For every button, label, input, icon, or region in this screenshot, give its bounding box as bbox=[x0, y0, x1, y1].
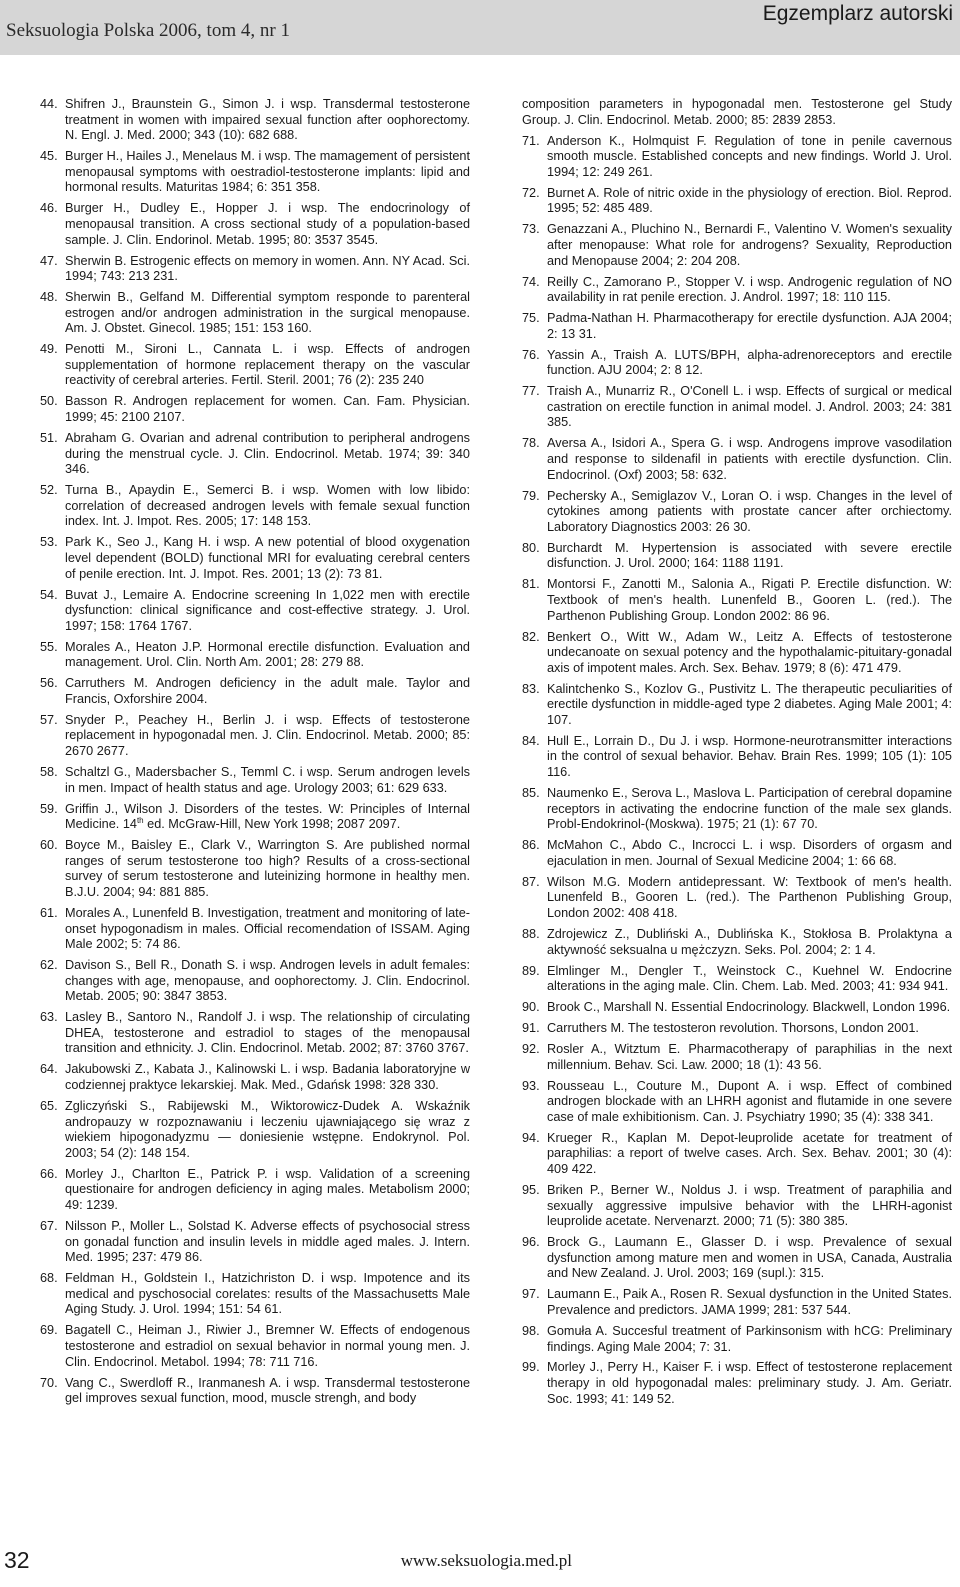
reference-text: Jakubowski Z., Kabata J., Kalinowski L. i wsp. Badania laboratoryjne w codziennej praktyce lekarskiej. Mak. Med., Gdańsk 1998: 328 330. bbox=[65, 1062, 470, 1093]
reference-item bbox=[40, 588, 470, 635]
reference-item bbox=[522, 1324, 952, 1355]
reference-number: 67. bbox=[40, 1218, 58, 1233]
reference-number: 44. bbox=[40, 97, 58, 111]
reference-number: 55. bbox=[40, 639, 58, 654]
reference-number: 50. bbox=[40, 394, 58, 409]
reference-text: Buvat J., Lemaire A. Endocrine screening In 1,022 men with erectile dysfunction: clinical significance and cost-effective strategy. J. Urol. 1997; 158: 1764 1767. bbox=[65, 587, 470, 633]
reference-text: Burnet A. Role of nitric oxide in the physiology of erection. Biol. Reprod. 1995; 52: 485 489. bbox=[547, 185, 952, 216]
reference-item bbox=[522, 1042, 952, 1073]
reference-text: Feldman H., Goldstein I., Hatzichriston D. i wsp. Impotence and its medical and pyschosocial corelates: results of the Massachusetts Male Aging Study. J. Urol. 1994; 151: 54 61. bbox=[65, 1271, 470, 1317]
reference-text: Laumann E., Paik A., Rosen R. Sexual dysfunction in the United States. Prevalence and predictors. JAMA 1999; 281: 537 544. bbox=[547, 1287, 952, 1317]
reference-item bbox=[522, 186, 952, 217]
reference-item bbox=[40, 342, 470, 389]
reference-item bbox=[522, 436, 952, 483]
reference-number: 63. bbox=[40, 1010, 58, 1025]
reference-text: Kalintchenko S., Kozlov G., Pustivitz L. The therapeutic peculiarities of erectile dysfunction in middle-aged type 2 diabetes. Aging Male 2001; 4: 107. bbox=[547, 681, 952, 727]
reference-number: 66. bbox=[40, 1166, 58, 1181]
reference-number: 47. bbox=[40, 253, 58, 268]
reference-number: 90. bbox=[522, 1000, 540, 1015]
reference-text: Pechersky A., Semiglazov V., Loran O. i wsp. Changes in the level of cytokines among patients with prostate cancer after orchiectomy. Laboratory Diagnostics 2003: 26 30. bbox=[547, 488, 952, 534]
reference-item bbox=[522, 311, 952, 342]
reference-number: 69. bbox=[40, 1323, 58, 1338]
reference-item bbox=[40, 254, 470, 285]
reference-item bbox=[40, 906, 470, 953]
reference-item bbox=[40, 676, 470, 707]
reference-item bbox=[40, 1323, 470, 1370]
reference-text: Sherwin B., Gelfand M. Differential symptom responde to parenteral estrogen and/or androgen administration in the surgical menopause. Am. J. Obstet. Ginecol. 1985; 151: 153 160. bbox=[65, 290, 470, 336]
reference-item bbox=[40, 958, 470, 1005]
reference-item bbox=[522, 222, 952, 269]
reference-item bbox=[40, 1271, 470, 1318]
reference-item bbox=[522, 97, 952, 128]
reference-number: 53. bbox=[40, 535, 58, 550]
reference-item bbox=[40, 1099, 470, 1161]
reference-text: Basson R. Androgen replacement for women. Can. Fam. Physician. 1999; 45: 2100 2107. bbox=[65, 394, 470, 425]
reference-text: Zdrojewicz Z., Dubliński A., Dublińska K., Stokłosa B. Prolaktyna a aktywność seksualna u mężczyzn. Seks. Pol. 2004; 2: 1 4. bbox=[547, 926, 952, 957]
reference-item bbox=[40, 1219, 470, 1266]
reference-text: Krueger R., Kaplan M. Depot-leuprolide acetate for treatment of paraphilias: a report of twelve cases. Arch. Sex. Behav. 2001; 30 (4): 409 422. bbox=[547, 1130, 952, 1176]
reference-text: Boyce M., Baisley E., Clark V., Warrington S. Are published normal ranges of serum testosterone too high? Results of a cross-sectional survey of serum testosterone and luteinizing hormone in healthy men. B.J.U. 2004; 94: 881 885. bbox=[65, 838, 470, 899]
reference-text: Snyder P., Peachey H., Berlin J. i wsp. Effects of testosterone replacement in hypogonadal men. J. Clin. Endocrinol. Metab. 2000; 85: 2670 2677. bbox=[65, 712, 470, 759]
reference-text: Aversa A., Isidori A., Spera G. i wsp. Androgens improve vasodilation and response to sildenafil in patients with erectile dysfunction. Clin. Endocrinol. (Oxf) 2003; 58: 632. bbox=[547, 436, 952, 482]
reference-text: Davison S., Bell R., Donath S. i wsp. Androgen levels in adult females: changes with age, menopause, and oophorectomy. J. Clin. Endocrinol. Metab. 2005; 90: 3847 3853. bbox=[65, 958, 470, 1004]
reference-number: 73. bbox=[522, 222, 540, 237]
footer-url[interactable]: www.seksuologia.med.pl bbox=[400, 1551, 572, 1570]
reference-number: 57. bbox=[40, 712, 58, 727]
reference-text: Naumenko E., Serova L., Maslova L. Participation of cerebral dopamine receptors in activating the endocrine function of the male sex glands. Probl-Endokrinol-(Moskwa). 1975; 21 (1): 67 70. bbox=[547, 786, 952, 832]
reference-number: 91. bbox=[522, 1021, 540, 1036]
reference-number: 86. bbox=[522, 838, 540, 853]
reference-text: Hull E., Lorrain D., Du J. i wsp. Hormone-neurotransmitter interactions in the control of sexual behavior. Behav. Brain Res. 1999; 105 (1): 105 116. bbox=[547, 733, 952, 780]
reference-item bbox=[40, 201, 470, 248]
reference-item bbox=[40, 838, 470, 900]
reference-text: Lasley B., Santoro N., Randolf J. i wsp. The relationship of circulating DHEA, testosterone and estradiol to stages of the menopausal transition and ethnicity. J. Clin. Endocrinol. Metab. 2002; 87: 3760 3767. bbox=[65, 1010, 470, 1056]
reference-text: Abraham G. Ovarian and adrenal contribution to peripheral androgens during the menstrual cycle. J. Clin. Endocrinol. Metab. 1974; 39: 340 346. bbox=[65, 431, 470, 477]
reference-number: 94. bbox=[522, 1130, 540, 1145]
reference-text: Brook C., Marshall N. Essential Endocrinology. Blackwell, London 1996. bbox=[547, 1000, 951, 1015]
reference-text: Montorsi F., Zanotti M., Salonia A., Rigati P. Erectile disfunction. W: Textbook of men's health. Lunenfeld B., Gooren L. (red.). The Parthenon Publishing Group. London 2002: 86 96. bbox=[547, 577, 952, 623]
reference-item bbox=[522, 734, 952, 781]
reference-item bbox=[40, 535, 470, 582]
reference-text: Burger H., Hailes J., Menelaus M. i wsp. The mamagement of persistent menopausal symptoms with oestradiol-testosterone implants: lipid and hormonal results. Maturitas 1984; 6: 351 358. bbox=[65, 149, 470, 195]
reference-item bbox=[40, 1062, 470, 1093]
reference-number: 88. bbox=[522, 926, 540, 941]
reference-text: Elmlinger M., Dengler T., Weinstock C., Kuehnel W. Endocrine alterations in the aging male. Clin. Chem. Lab. Med. 2003; 41: 934 941. bbox=[547, 963, 952, 994]
reference-text: Carruthers M. The testosteron revolution. Thorsons, London 2001. bbox=[547, 1021, 919, 1036]
reference-number: 98. bbox=[522, 1323, 540, 1338]
reference-text: Gomuła A. Succesful treatment of Parkinsonism with hCG: Preliminary findings. Aging Male 2004; 7: 31. bbox=[547, 1323, 952, 1354]
reference-number: 68. bbox=[40, 1271, 58, 1286]
reference-number: 95. bbox=[522, 1182, 540, 1197]
reference-text: Reilly C., Zamorano P., Stopper V. i wsp. Androgenic regulation of NO availability in rat penile erection. J. Androl. 1997; 18: 110 115. bbox=[547, 274, 952, 305]
reference-item bbox=[522, 134, 952, 181]
reference-number: 82. bbox=[522, 629, 540, 644]
reference-item bbox=[522, 1360, 952, 1407]
reference-number: 76. bbox=[522, 347, 540, 362]
reference-number: 85. bbox=[522, 786, 540, 801]
reference-item bbox=[522, 875, 952, 922]
reference-text: Carruthers M. Androgen deficiency in the adult male. Taylor and Francis, Oxforshire 2004. bbox=[65, 676, 470, 706]
reference-text: Brock G., Laumann E., Glasser D. i wsp. Prevalence of sexual dysfunction among mature men and women in USA, Canada, Australia and New Zealand. J. Urol. 2003; 169 (supl.): 315. bbox=[547, 1235, 952, 1281]
reference-item bbox=[522, 577, 952, 624]
reference-text: Morales A., Heaton J.P. Hormonal erectile disfunction. Evaluation and management. Urol. Clin. North Am. 2001; 28: 279 88. bbox=[65, 639, 470, 670]
reference-number: 70. bbox=[40, 1375, 58, 1390]
reference-item bbox=[522, 1131, 952, 1178]
reference-text: Wilson M.G. Modern antidepressant. W: Textbook of men's health. Lunenfeld B., Gooren L. (red.). The Parthenon Publishing Group, London 2002: 408 418. bbox=[547, 874, 952, 920]
reference-number: 71. bbox=[522, 133, 540, 148]
reference-number: 60. bbox=[40, 838, 58, 853]
reference-item bbox=[522, 927, 952, 958]
reference-item bbox=[522, 1287, 952, 1318]
reference-item bbox=[40, 640, 470, 671]
reference-number: 81. bbox=[522, 577, 540, 592]
reference-text: Turna B., Apaydin E., Semerci B. i wsp. Women with low libido: correlation of decreased androgen levels with female sexual function index. Int. J. Impot. Res. 2005; 17: 148 153. bbox=[65, 483, 470, 529]
reference-text: Nilsson P., Moller L., Solstad K. Adverse effects of psychosocial stress on gonadal function and insulin levels in middle aged males. J. Intern. Med. 1995; 237: 479 86. bbox=[65, 1218, 470, 1265]
reference-text: Morley J., Perry H., Kaiser F. i wsp. Effect of testosterone replacement therapy in old hypogonadal males: preliminary study. J. Am. Geriatr. Soc. 1993; 41: 149 52. bbox=[547, 1360, 952, 1406]
reference-number: 92. bbox=[522, 1042, 540, 1057]
reference-text: Park K., Seo J., Kang H. i wsp. A new potential of blood oxygenation level dependent (BOLD) functional MRI for evaluating cerebral centers of penile erection. Int. J. Impot. Res. 2001; 13 (2): 73 81. bbox=[65, 535, 470, 581]
page-number: 32 bbox=[4, 1547, 30, 1573]
header-bar bbox=[0, 0, 960, 55]
reference-number: 78. bbox=[522, 436, 540, 451]
reference-number: 48. bbox=[40, 290, 58, 305]
reference-number: 93. bbox=[522, 1078, 540, 1093]
reference-item bbox=[522, 489, 952, 536]
reference-item bbox=[40, 1167, 470, 1214]
reference-item bbox=[522, 1021, 952, 1037]
reference-item bbox=[40, 149, 470, 196]
reference-text: Vang C., Swerdloff R., Iranmanesh A. i wsp. Transdermal testosterone gel improves sexual function, mood, muscle strengh, and body bbox=[65, 1375, 470, 1406]
reference-text: Burchardt M. Hypertension is associated with severe erectile disfunction. J. Urol. 2000; 164: 1188 1191. bbox=[547, 540, 952, 571]
reference-item bbox=[522, 348, 952, 379]
reference-item bbox=[522, 1000, 952, 1016]
reference-number: 61. bbox=[40, 905, 58, 920]
reference-text: Penotti M., Sironi L., Cannata L. i wsp. Effects of androgen supplementation of hormone replacement therapy on the vascular reactivity of cerebral arteries. Fertil. Steril. 2001; 76 (2): 235 240 bbox=[65, 342, 470, 388]
reference-number: 79. bbox=[522, 488, 540, 503]
reference-number: 65. bbox=[40, 1099, 58, 1114]
reference-number: 58. bbox=[40, 765, 58, 780]
reference-text: Schaltzl G., Madersbacher S., Temml C. i wsp. Serum androgen levels in men. Impact of health status and age. Urology 2003; 61: 629 633. bbox=[65, 765, 470, 795]
reference-number: 62. bbox=[40, 958, 58, 973]
reference-number: 72. bbox=[522, 185, 540, 200]
reference-item bbox=[40, 97, 470, 144]
reference-number: 80. bbox=[522, 540, 540, 555]
reference-number: 59. bbox=[40, 801, 58, 816]
superscript: th bbox=[136, 815, 144, 825]
reference-item bbox=[522, 964, 952, 995]
reference-item bbox=[522, 384, 952, 431]
reference-item bbox=[522, 275, 952, 306]
reference-text: Morley J., Charlton E., Patrick P. i wsp. Validation of a screening questionaire for androgen deficiency in aging males. Metabolism 2000; 49: 1239. bbox=[65, 1166, 470, 1212]
reference-text: Bagatell C., Heiman J., Riwier J., Bremner W. Effects of endogenous testosterone and estradiol on sexual behavior in normal young men. J. Clin. Endocrinol. Metabol. 1994; 78: 711 716. bbox=[65, 1323, 470, 1369]
reference-number: 51. bbox=[40, 431, 58, 446]
reference-text: Anderson K., Holmquist F. Regulation of tone in penile cavernous smooth muscle. Established concepts and new findings. World J. Urol. 1994; 12: 249 261. bbox=[547, 133, 952, 179]
journal-info: Seksuologia Polska 2006, tom 4, nr 1 bbox=[6, 20, 290, 41]
reference-number: 99. bbox=[522, 1360, 540, 1375]
reference-item bbox=[522, 541, 952, 572]
reference-item bbox=[40, 483, 470, 530]
reference-item bbox=[40, 1376, 470, 1407]
reference-item bbox=[40, 1010, 470, 1057]
reference-text-tail: ed. McGraw-Hill, New York 1998; 2087 2097. bbox=[143, 817, 401, 832]
reference-number: 97. bbox=[522, 1287, 540, 1302]
reference-number: 83. bbox=[522, 681, 540, 696]
reference-text: Shifren J., Braunstein G., Simon J. i wsp. Transdermal testosterone treatment in women with impaired sexual function after oophorectomy. N. Engl. J. Med. 2000; 343 (10): 682 688. bbox=[65, 97, 470, 143]
reference-text: Benkert O., Witt W., Adam W., Leitz A. Effects of testosterone undecanoate on sexual potency and the hypothalamic-pituitary-gonadal axis of impotent males. Arch. Sex. Behav. 1979; 8 (6): 471 479. bbox=[547, 629, 952, 675]
reference-text: Yassin A., Traish A. LUTS/BPH, alpha-adrenoreceptors and erectile function. AJU 2004; 2: 8 12. bbox=[547, 347, 952, 378]
reference-item bbox=[40, 394, 470, 425]
reference-text: McMahon C., Abdo C., Incrocci L. i wsp. Disorders of orgasm and ejaculation in men. Journal of Sexual Medicine 2004; 1: 66 68. bbox=[547, 838, 952, 868]
reference-item bbox=[40, 713, 470, 760]
reference-item bbox=[40, 290, 470, 337]
reference-number: 89. bbox=[522, 963, 540, 978]
references-left-column bbox=[40, 97, 470, 1412]
reference-text: Griffin J., Wilson J. Disorders of the testes. W: Principles of Internal Medicine. 14 bbox=[65, 801, 470, 832]
reference-item bbox=[40, 431, 470, 478]
reference-text: Sherwin B. Estrogenic effects on memory in women. Ann. NY Acad. Sci. 1994; 743: 213 231. bbox=[65, 253, 470, 284]
reference-number: 87. bbox=[522, 874, 540, 889]
reference-text: Morales A., Lunenfeld B. Investigation, treatment and monitoring of late-onset hypogonadism in males. Official recomendation of ISSAM. Aging Male 2002; 5: 74 86. bbox=[65, 905, 470, 952]
reference-item bbox=[40, 802, 470, 833]
reference-item bbox=[522, 1235, 952, 1282]
reference-text: Genazzani A., Pluchino N., Bernardi F., Valentino V. Women's sexuality after menopause: What role for androgens? Sexuality, Reproduction and Menopause 2004; 2: 204 208. bbox=[547, 222, 952, 268]
reference-text: Briken P., Berner W., Noldus J. i wsp. Treatment of paraphilia and sexually aggressive impulsive behavior with the LHRH-agonist leuprolide acetate. Nervenarzt. 2000; 71 (5): 380 385. bbox=[547, 1182, 952, 1229]
reference-item bbox=[522, 786, 952, 833]
reference-number: 49. bbox=[40, 342, 58, 357]
reference-item bbox=[522, 838, 952, 869]
author-copy-badge: Egzemplarz autorski bbox=[762, 2, 953, 25]
reference-item bbox=[40, 765, 470, 796]
reference-text: Rosler A., Witztum E. Pharmacotherapy of paraphilias in the next millennium. Behav. Sci. Law. 2000; 18 (1): 43 56. bbox=[547, 1042, 952, 1072]
reference-number: 54. bbox=[40, 587, 58, 602]
references-right-column bbox=[522, 97, 952, 1413]
reference-number: 77. bbox=[522, 384, 540, 399]
reference-number: 96. bbox=[522, 1235, 540, 1250]
reference-number: 74. bbox=[522, 274, 540, 289]
reference-number: 84. bbox=[522, 733, 540, 748]
reference-number: 75. bbox=[522, 311, 540, 326]
reference-number: 56. bbox=[40, 676, 58, 691]
reference-text: Traish A., Munarriz R., O'Conell L. i wsp. Effects of surgical or medical castration on erectile function in animal model. J. Androl. 2003; 24: 381 385. bbox=[547, 384, 952, 430]
reference-number: 46. bbox=[40, 201, 58, 216]
reference-text: composition parameters in hypogonadal men. Testosterone gel Study Group. J. Clin. Endocrinol. Metab. 2000; 85: 2839 2853. bbox=[522, 97, 952, 127]
reference-item bbox=[522, 630, 952, 677]
reference-text: Padma-Nathan H. Pharmacotherapy for erectile dysfunction. AJA 2004; 2: 13 31. bbox=[547, 311, 952, 341]
reference-number: 64. bbox=[40, 1062, 58, 1077]
reference-item bbox=[522, 1183, 952, 1230]
reference-number: 45. bbox=[40, 149, 58, 164]
reference-item bbox=[522, 1079, 952, 1126]
reference-item bbox=[522, 682, 952, 729]
reference-text: Burger H., Dudley E., Hopper J. i wsp. The endocrinology of menopausal transition. A cross sectional study of a population-based sample. J. Clin. Endorinol. Metab. 1995; 80: 3537 3545. bbox=[65, 201, 470, 247]
reference-number: 52. bbox=[40, 483, 58, 498]
reference-text: Zgliczyński S., Rabijewski M., Wiktorowicz-Dudek A. Wskaźnik andropauzy w rozpoznawaniu i leczeniu ujawniającego się wraz z wiekiem hipogonadyzmu — doniesienie wstępne. Endokrynol. Pol. 2003; 54 (2): 148 154. bbox=[65, 1099, 470, 1160]
reference-text: Rousseau L., Couture M., Dupont A. i wsp. Effect of combined androgen blockade with an LHRH agonist and flutamide in one severe case of male exhibitionism. Can. J. Psychiatry 1990; 35 (4): 338 341. bbox=[547, 1078, 952, 1124]
